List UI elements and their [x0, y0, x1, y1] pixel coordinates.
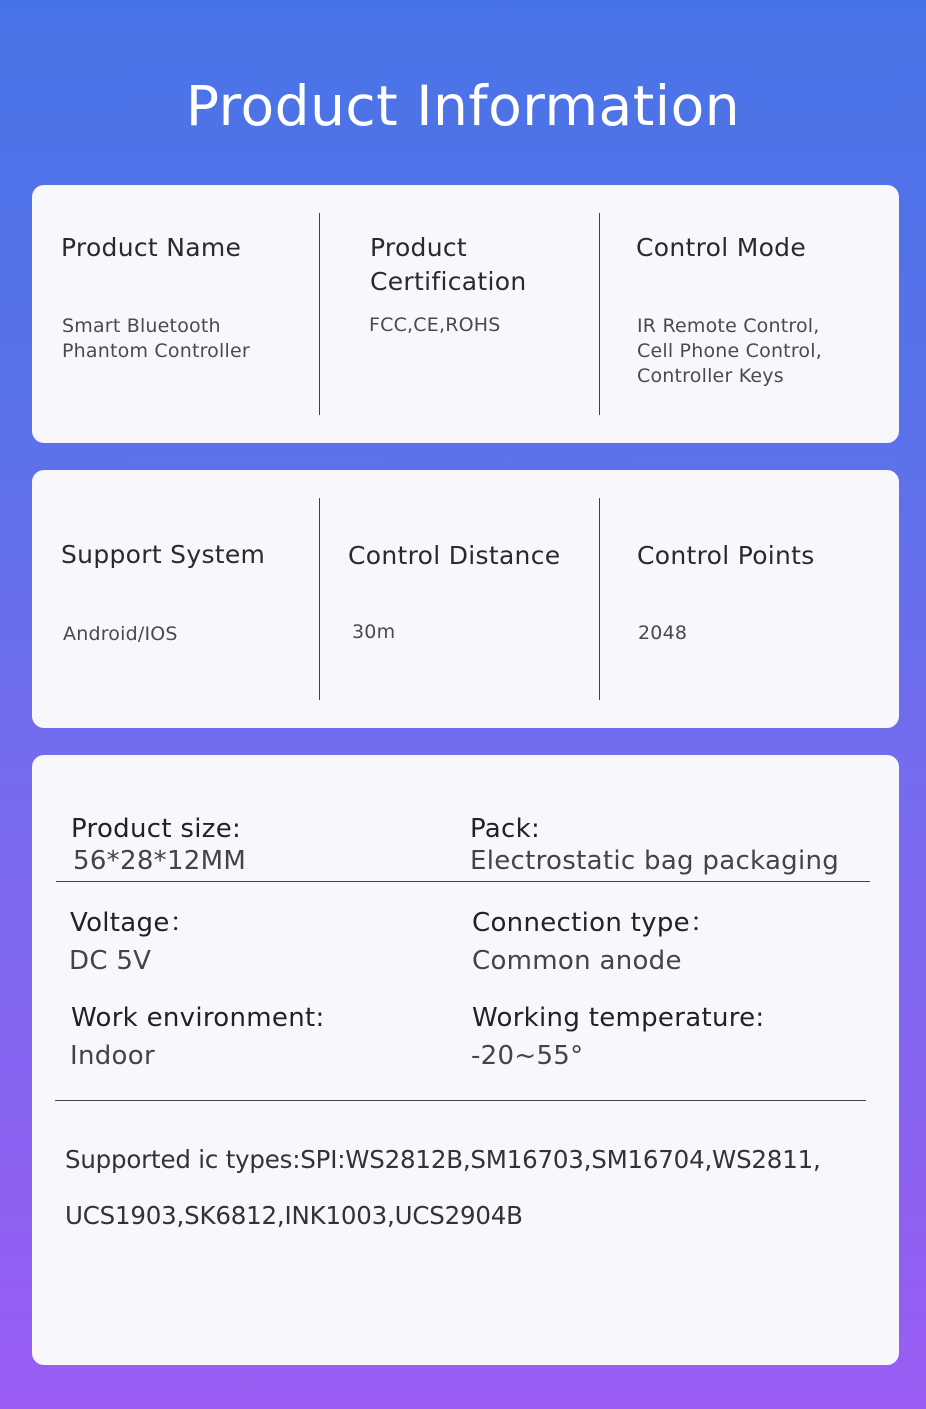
- certification-heading-line: Certification: [370, 267, 527, 296]
- support-system-heading: Support System: [61, 540, 266, 569]
- column-divider: [599, 213, 600, 415]
- section-divider: [56, 881, 870, 882]
- work-environment-label: Work environment:: [71, 1003, 325, 1033]
- control-mode-value-line: Cell Phone Control,: [637, 340, 822, 362]
- certification-heading-line: Product: [370, 233, 468, 262]
- working-temperature-label: Working temperature:: [472, 1003, 765, 1033]
- page-title: Product Information: [185, 74, 741, 138]
- ic-types-text: Supported ic types:SPI:WS2812B,SM16703,SM16704,WS2811,: [65, 1145, 821, 1174]
- control-mode-value-line: IR Remote Control,: [637, 315, 820, 337]
- product-name-heading: Product Name: [61, 233, 242, 262]
- product-size-value: 56*28*12MM: [73, 846, 247, 876]
- certification-value: FCC,CE,ROHS: [369, 314, 501, 336]
- work-environment-value: Indoor: [70, 1041, 155, 1071]
- product-name-value-line: Smart Bluetooth: [62, 315, 221, 337]
- connection-type-label: Connection type：: [472, 908, 717, 938]
- column-divider: [319, 213, 320, 415]
- control-mode-value-line: Controller Keys: [637, 365, 784, 387]
- certification-heading: [370, 231, 526, 299]
- working-temperature-value: -20~55°: [471, 1041, 584, 1071]
- section-divider: [55, 1100, 866, 1101]
- column-divider: [599, 498, 600, 700]
- control-mode-heading: Control Mode: [636, 233, 807, 262]
- control-distance-value: 30m: [352, 621, 396, 643]
- control-distance-heading: Control Distance: [348, 541, 561, 570]
- voltage-label: Voltage：: [70, 908, 196, 938]
- info-card-basic: [32, 185, 899, 443]
- product-size-label: Product size:: [71, 814, 242, 844]
- info-card-control: [32, 470, 899, 728]
- specs-card: [32, 755, 899, 1365]
- product-name-value-line: Phantom Controller: [62, 340, 250, 362]
- control-points-heading: Control Points: [637, 541, 815, 570]
- ic-types-text: UCS1903,SK6812,INK1003,UCS2904B: [65, 1201, 523, 1230]
- column-divider: [319, 498, 320, 700]
- product-name-value: [62, 314, 250, 364]
- control-mode-value: [637, 314, 822, 389]
- connection-type-value: Common anode: [472, 946, 682, 976]
- control-points-value: 2048: [638, 622, 688, 644]
- voltage-value: DC 5V: [69, 946, 152, 976]
- pack-value: Electrostatic bag packaging: [470, 846, 840, 876]
- support-system-value: Android/IOS: [63, 623, 178, 645]
- pack-label: Pack:: [470, 814, 541, 844]
